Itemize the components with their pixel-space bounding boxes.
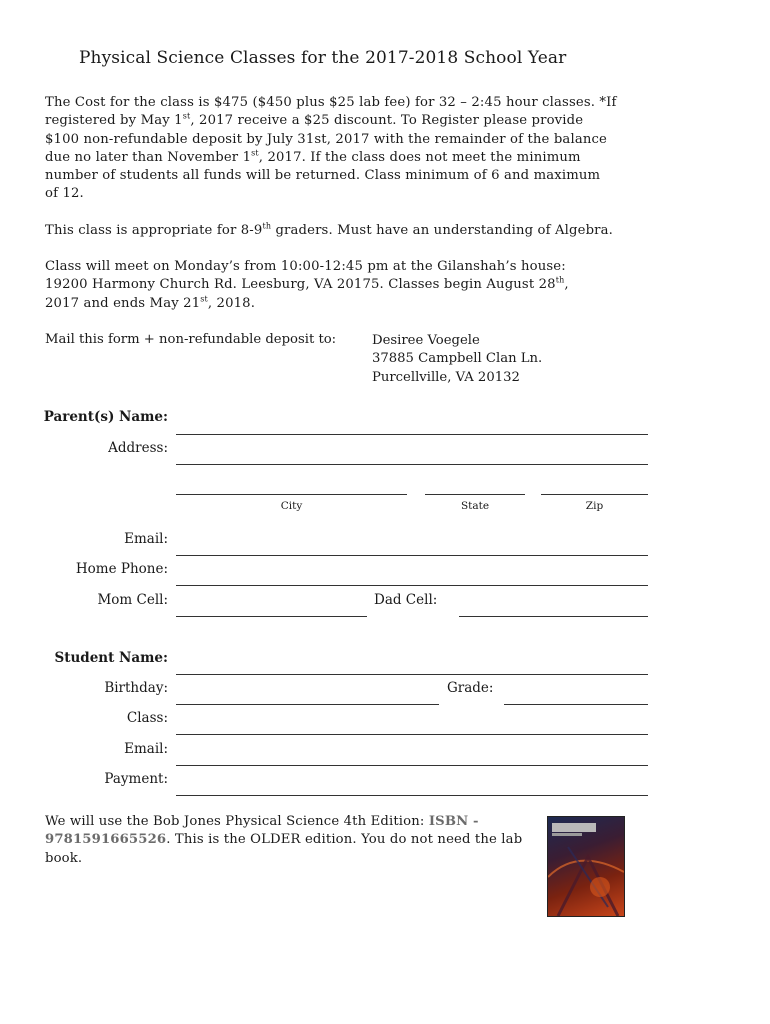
grade-label: Grade: [447,680,494,696]
student-email-label: Email: [124,741,168,757]
address-label: Address: [108,440,168,456]
email-field[interactable] [176,555,648,556]
parent-name-field[interactable] [176,434,648,435]
meeting-line-2: 19200 Harmony Church Rd. Leesburg, VA 20175. Classes begin August 28th, [45,275,569,293]
cover-artwork [548,817,624,916]
dad-cell-field[interactable] [459,616,648,617]
cost-paragraph [45,94,685,204]
mom-cell-field[interactable] [176,616,367,617]
city-sublabel: City [280,500,303,512]
meeting-line-1: Class will meet on Monday’s from 10:00-12:45 pm at the Gilanshah’s house: [45,259,566,274]
dad-cell-label: Dad Cell: [374,592,438,608]
student-name-field[interactable] [176,674,648,675]
mail-instructions-label: Mail this form + non-refundable deposit to: [45,332,337,347]
textbook-note: We will use the Bob Jones Physical Science 4th Edition: ISBN - 9781591665526. This is the OLDER edition. You do not need the lab book. [45,814,523,866]
payment-label: Payment: [104,771,168,787]
home-phone-label: Home Phone: [75,561,168,577]
cost-line-2: registered by May 1st, 2017 receive a $25 discount. To Register please provide [45,111,584,129]
mailing-address [372,332,542,387]
mom-cell-label: Mom Cell: [97,592,168,608]
mail-recipient: Desiree Voegele [372,333,480,348]
student-email-field[interactable] [176,765,648,766]
cost-line-1: The Cost for the class is $475 ($450 plus $25 lab fee) for 32 – 2:45 hour classes. *If [45,95,617,110]
email-label: Email: [124,531,168,547]
class-field[interactable] [176,734,648,735]
meeting-line-3: 2017 and ends May 21st, 2018. [45,294,256,311]
textbook-cover-image [547,816,625,917]
state-field[interactable] [425,494,525,495]
address-field[interactable] [176,464,648,465]
grade-level-paragraph: This class is appropriate for 8-9th graders. Must have an understanding of Algebra. [45,221,613,238]
state-sublabel: State [460,500,490,512]
mail-city: Purcellville, VA 20132 [372,369,520,385]
class-label: Class: [126,710,168,726]
isbn-number: ISBN - 9781591665526 [45,814,479,848]
parent-name-label: Parent(s) Name: [43,409,168,425]
grade-field[interactable] [504,704,648,705]
page-title: Physical Science Classes for the 2017-2018 School Year [79,48,567,68]
cost-line-4: due no later than November 1st, 2017. If the class does not meet the minimum [45,148,581,165]
birthday-label: Birthday: [104,680,168,696]
mail-street: 37885 Campbell Clan Ln. [372,351,543,367]
meeting-paragraph [45,258,685,313]
birthday-field[interactable] [176,704,439,705]
city-field[interactable] [176,494,407,495]
student-name-label: Student Name: [54,650,168,666]
cost-line-3: $100 non-refundable deposit by July 31st, 2017 with the remainder of the balance [45,131,607,147]
zip-sublabel: Zip [585,500,604,512]
zip-field[interactable] [541,494,648,495]
cost-line-6: of 12. [45,186,84,202]
cost-line-5: number of students all funds will be returned. Class minimum of 6 and maximum [45,168,601,184]
home-phone-field[interactable] [176,585,648,586]
payment-field[interactable] [176,795,648,796]
